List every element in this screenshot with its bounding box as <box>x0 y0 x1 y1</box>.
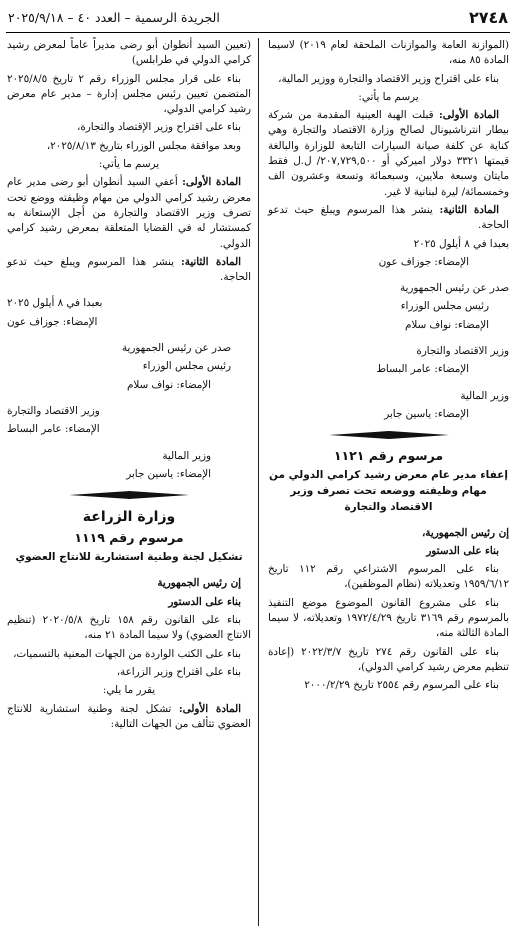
article-2 <box>7 255 251 286</box>
signature-president: الإمضاء: جوزاف عون <box>378 255 469 268</box>
paragraph: بناء على القانون رقم ٢٧٤ تاريخ ٢٠٢٢/٣/٧ (إعادة تنظيم معرض رشيد كرامي الدولي)، <box>268 645 509 673</box>
article-label: المادة الأولى: <box>178 702 241 715</box>
paragraph: بناء على مشروع القانون الموضوع موضع التنفيذ بالمرسوم رقم ٣١٦٩ تاريخ ١٩٧٢/٤/٢٩ وتعديلاته، لا سيما المادة الثالثة منه، <box>268 596 509 640</box>
article-1 <box>7 702 251 733</box>
ministry-title: وزارة الزراعة <box>82 509 176 526</box>
decree-title: مرسوم رقم ١١١٩ <box>74 530 184 546</box>
decree-subject: تشكيل لجنة وطنية استشارية للانتاج العضوي <box>15 551 243 564</box>
decree-subject: إعفاء مدير عام معرض رشيد كرامي الدولي من مهام وظيفته ووضعه تحت تصرف وزير الاقتصاد والتجارة <box>269 468 508 513</box>
article-label: المادة الأولى: <box>182 176 241 189</box>
gazette-issue-line: الجريدة الرسمية – العدد ٤٠ – ٢٠٢٥/٩/١٨ <box>8 10 220 25</box>
page-header <box>6 6 510 33</box>
paragraph: بناء على الكتب الواردة من الجهات المعنية بالتسميات، <box>13 647 241 660</box>
article-text: أعفي السيد أنطوان أبو رضى مدير عام معرض رشيد كرامي الدولي من مهام وظيفته ووضع تحت تصرف وزير الاقتصاد والتجارة من أجل الإستعانة به كمستشار له في القضايا المتعلقة بمعرض رشيد كرامي الدولي. <box>7 176 251 250</box>
article-label: المادة الثانية: <box>181 255 241 268</box>
signature-pm: الإمضاء: نواف سلام <box>404 318 489 331</box>
decree-label: يرسم ما يأتي: <box>358 90 419 103</box>
article-2 <box>268 203 509 234</box>
issued-by: صدر عن رئيس الجمهورية <box>399 282 509 295</box>
signature-economy: الإمضاء: عامر البساط <box>7 423 100 436</box>
pm-title: رئيس مجلس الوزراء <box>400 300 489 313</box>
constitution-line: بناء على الدستور <box>168 595 241 608</box>
signature-economy: الإمضاء: عامر البساط <box>376 363 469 376</box>
article-1 <box>7 175 251 251</box>
decree-date: بعبدا في ٨ أيلول ٢٠٢٥ <box>413 237 509 250</box>
signature-president: الإمضاء: جوزاف عون <box>7 315 98 328</box>
minister-economy-title: وزير الاقتصاد والتجارة <box>416 345 509 358</box>
minister-finance-title: وزير المالية <box>460 389 509 402</box>
page-number: ٢٧٤٨ <box>468 8 508 27</box>
decree-title: مرسوم رقم ١١٢١ <box>333 448 444 464</box>
decree-label: يقرر ما يلي: <box>102 684 156 697</box>
signature-pm: الإمضاء: نواف سلام <box>126 378 211 391</box>
article-text: تشكل لجنة وطنية استشارية للانتاج العضوي تتألف من الجهات التالية: <box>7 702 251 730</box>
article-label: المادة الثانية: <box>439 203 499 216</box>
minister-finance-title: وزير المالية <box>162 449 211 462</box>
paragraph: بناء على اقتراح وزير الاقتصاد والتجارة ووزير المالية، <box>278 72 499 85</box>
constitution-line: بناء على الدستور <box>426 544 499 557</box>
paragraph: (الموازنة العامة والموازنات الملحقة لعام ٢٠١٩) لاسيما المادة ٨٥ منه، <box>268 39 509 67</box>
paragraph: بناء على قرار مجلس الوزراء رقم ٢ تاريخ ٢٠٢٥/٨/٥ المتضمن تعيين رئيس مجلس إدارة – مدير عام معرض رشيد كرامي الدولي، <box>7 72 251 116</box>
signature-finance: الإمضاء: ياسين جابر <box>126 467 211 480</box>
paragraph: بناء على اقتراح وزير الزراعة، <box>116 665 241 678</box>
paragraph: وبعد موافقة مجلس الوزراء بتاريخ ٢٠٢٥/٨/١٣، <box>46 139 241 152</box>
column-divider <box>258 38 259 926</box>
signature-finance: الإمضاء: ياسين جابر <box>384 407 469 420</box>
article-text: ينشر هذا المرسوم ويبلغ حيث تدعو الحاجة. <box>7 255 251 284</box>
paragraph: بناء على المرسوم الاشتراعي رقم ١١٢ تاريخ ١٩٥٩/٦/١٢ وتعديلاته (نظام الموظفين)، <box>268 563 509 591</box>
section-separator <box>7 488 251 502</box>
article-text: ينشر هذا المرسوم ويبلغ حيث تدعو الحاجة. <box>268 203 509 232</box>
paragraph: (تعيين السيد أنطوان أبو رضى مديراً عاماً لمعرض رشيد كرامي الدولي في طرابلس) <box>7 39 251 67</box>
minister-economy-title: وزير الاقتصاد والتجارة <box>7 404 100 417</box>
pm-title: رئيس مجلس الوزراء <box>142 360 231 373</box>
president-line: إن رئيس الجمهورية، <box>421 526 509 539</box>
president-line: إن رئيس الجمهورية <box>157 577 241 590</box>
decree-date: بعبدا في ٨ أيلول ٢٠٢٥ <box>7 297 103 310</box>
paragraph: بناء على اقتراح وزير الإقتصاد والتجارة، <box>77 121 241 134</box>
right-column <box>268 38 509 697</box>
section-separator <box>268 428 509 442</box>
issued-by: صدر عن رئيس الجمهورية <box>121 342 231 355</box>
article-text: قبلت الهبة العينية المقدمة من شركة بيطار انترناشيونال لصالح وزارة الاقتصاد والتجارة وهي كناية عن كلفة صيانة السيارات التابعة للوزارة والبالغة قيمتها ٣٣٢١ دولار اميركي أو ٢٠٧,٧٢٩,٥٠٠/ ل.ل فقط مايتان وسبعة ملايين، وسبعمائة وتسعة وعشرون الف وخمسمائة/ ليرة لبنانية لا غير. <box>268 109 510 198</box>
article-1 <box>268 108 509 200</box>
decree-label: يرسم ما يأتي: <box>98 158 160 171</box>
left-column <box>7 38 251 735</box>
article-label: المادة الأولى: <box>438 109 499 122</box>
paragraph: بناء على القانون رقم ١٥٨ تاريخ ٢٠٢٠/٥/٨ (تنظيم الانتاج العضوي) ولا سيما المادة ٢١ منه، <box>7 614 251 642</box>
paragraph: بناء على المرسوم رقم ٢٥٥٤ تاريخ ٢٠٠٠/٢/٢٩ <box>304 679 499 692</box>
